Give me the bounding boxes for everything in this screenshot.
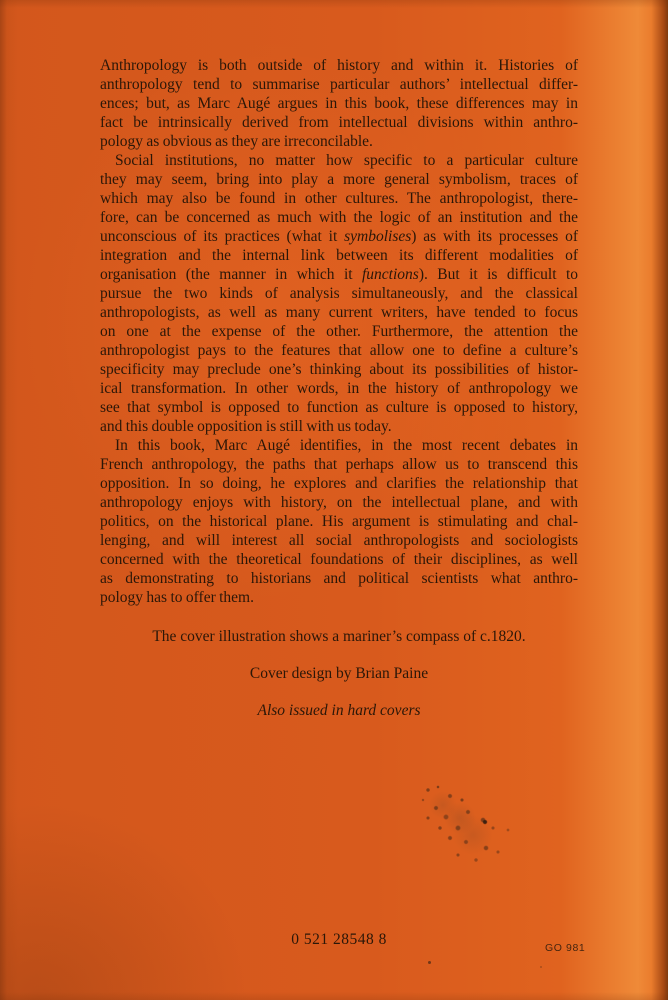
text-line: [100, 94, 578, 113]
text-segment: anthropology tend to summarise particular authors’ intellectual differ-: [100, 76, 578, 93]
text-segment: integration and the internal link between its different modalities of: [100, 247, 578, 264]
text-segment: on one at the expense of the other. Furthermore, the attention the: [100, 323, 578, 340]
text-line: [100, 569, 578, 588]
text-line: [100, 455, 578, 474]
printer-code: GO 981: [545, 942, 586, 954]
text-line: [100, 341, 578, 360]
text-segment: fact be intrinsically derived from intellectual divisions within anthro-: [100, 114, 578, 131]
text-line: [100, 56, 578, 75]
text-line: [100, 550, 578, 569]
dust-speck: [540, 966, 542, 968]
text-segment: which may also be found in other cultures. The anthropologist, there-: [100, 190, 578, 207]
text-segment: Anthropology is both outside of history and within it. Histories of: [100, 57, 578, 74]
text-line: [100, 265, 578, 284]
text-segment: anthropology enjoys with history, on the intellectual plane, and with: [100, 494, 578, 511]
text-segment: see that symbol is opposed to function as culture is opposed to history,: [100, 399, 578, 416]
text-segment: politics, on the historical plane. His argument is stimulating and chal-: [100, 513, 578, 530]
ink-smudge: [398, 760, 543, 878]
italic-text: symbolises: [344, 228, 412, 245]
italic-text: functions: [361, 266, 419, 283]
text-segment: concerned with the theoretical foundations of their disciplines, as well: [100, 551, 578, 568]
paragraph: [100, 56, 578, 151]
text-line: [100, 246, 578, 265]
text-segment: ical transformation. In other words, in the history of anthropology we: [100, 380, 578, 397]
paragraph: [100, 151, 578, 436]
text-segment: unconscious of its practices (what it: [100, 228, 345, 245]
text-line: [100, 398, 578, 417]
text-line: [100, 303, 578, 322]
text-segment: ) as with its processes of: [411, 228, 578, 245]
text-segment: they may seem, bring into play a more general symbolism, traces of: [100, 171, 578, 188]
text-segment: opposition. In so doing, he explores and clarifies the relationship that: [100, 475, 578, 492]
text-line: [100, 474, 578, 493]
hardcover-edition-note: Also issued in hard covers: [257, 702, 421, 719]
text-segment: lenging, and will interest all social anthropologists and sociologists: [100, 532, 578, 549]
cover-notes: [100, 627, 578, 738]
text-line: [100, 284, 578, 303]
text-segment: pursue the two kinds of analysis simultaneously, and the classical: [100, 285, 578, 302]
text-line: [100, 379, 578, 398]
text-segment: specificity may preclude one’s thinking about its possibilities of histor-: [100, 361, 578, 378]
text-line: [100, 75, 578, 94]
text-line: [100, 132, 578, 151]
text-segment: Social institutions, no matter how specific to a particular culture: [115, 152, 578, 169]
text-line: [100, 189, 578, 208]
text-line: [100, 151, 578, 170]
text-segment: anthropologist pays to the features that allow one to define a culture’s: [100, 342, 578, 359]
text-segment: pology has to offer them.: [100, 589, 254, 606]
text-line: [100, 531, 578, 550]
text-segment: pology as obvious as they are irreconcilable.: [100, 133, 373, 150]
text-line: [100, 208, 578, 227]
text-segment: organisation (the manner in which it: [100, 266, 362, 283]
text-segment: as demonstrating to historians and political scientists what anthro-: [100, 570, 578, 587]
text-line: [100, 588, 578, 607]
text-line: [100, 493, 578, 512]
cover-illustration-note: The cover illustration shows a mariner’s compass of c.1820.: [152, 628, 526, 645]
text-segment: and this double opposition is still with us today.: [100, 418, 392, 435]
text-line: [100, 360, 578, 379]
paragraph: [100, 436, 578, 607]
text-line: [100, 113, 578, 132]
text-segment: anthropologists, as well as many current writers, have tended to focus: [100, 304, 578, 321]
text-segment: French anthropology, the paths that perhaps allow us to transcend this: [100, 456, 578, 473]
text-line: [100, 322, 578, 341]
text-segment: ). But it is difficult to: [418, 266, 579, 283]
text-segment: In this book, Marc Augé identifies, in the most recent debates in: [115, 437, 578, 454]
cover-design-credit: Cover design by Brian Paine: [249, 665, 429, 682]
isbn-number: 0 521 28548 8: [291, 931, 387, 948]
text-line: [100, 512, 578, 531]
text-segment: ences; but, as Marc Augé argues in this book, these differences may in: [100, 95, 578, 112]
text-line: [100, 417, 578, 436]
text-line: [100, 170, 578, 189]
text-line: [100, 436, 578, 455]
text-segment: fore, can be concerned as much with the logic of an institution and the: [100, 209, 578, 226]
dust-speck: [428, 961, 431, 964]
body-text: [100, 56, 578, 607]
text-line: [100, 227, 578, 246]
